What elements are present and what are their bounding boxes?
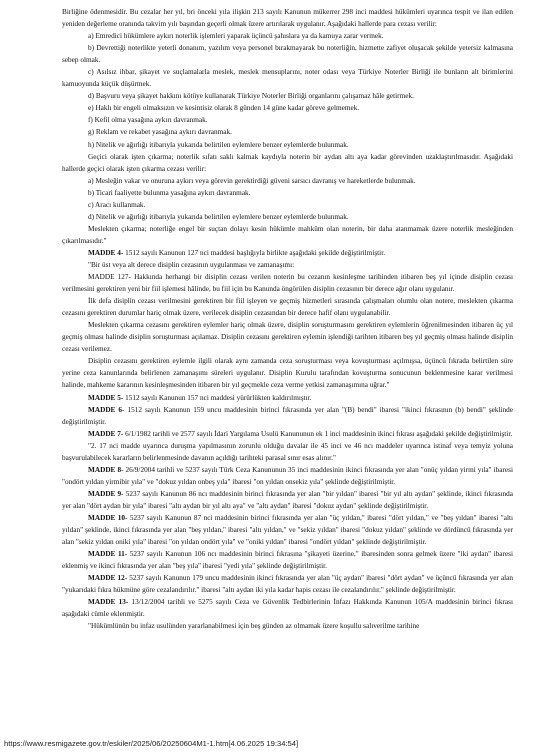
article-heading: MADDE 6- xyxy=(88,405,125,414)
paragraph xyxy=(62,404,513,428)
paragraph-text: a) Mesleğin vakar ve onuruna aykırı veya görevin gerektirdiği güveni sarsıcı davranış ve hareketlerde bulunmak. xyxy=(88,176,416,185)
article-heading: MADDE 5- xyxy=(88,393,124,402)
paragraph-text: Meslekten çıkarma; noterliğe engel bir suçtan dolayı kesin hükümle mahkûm olan noterin, bir daha atanmamak üzere noterlik mesleğinden çıkarılmasıdır." xyxy=(62,224,513,245)
paragraph-text: 5237 sayılı Kanunun 179 uncu maddesinin ikinci fıkrasında yer alan "üç aydan" ibaresi "dört aydan" ve üçüncü fıkrasında yer alan "yukarıdaki fıkra hükmüne göre cezalandırılır." ibaresi "altı aydan iki yıla kadar hapis cezası ile cezalandırılır." şeklinde değiştirilmiştir. xyxy=(62,574,513,595)
paragraph-text: h) Nitelik ve ağırlığı itibarıyla yukarıda belirtilen eylemlere benzer eylemlerde bulunmak. xyxy=(88,140,349,149)
paragraph-text: "2. 17 nci madde uyarınca duruşma yapılmasının zorunlu olduğu davalar ile 45 inci ve 46 ncı maddeler uyarınca istinaf veya temyiz yoluna başvurulabilecek kararların belirlenmesinde davanın açıldığı tarihteki parasal sınır esas alınır." xyxy=(62,441,513,462)
paragraph xyxy=(62,126,513,138)
paragraph xyxy=(62,199,513,211)
paragraph xyxy=(62,90,513,102)
paragraph xyxy=(62,355,513,391)
paragraph-text: 6/1/1982 tarihli ve 2577 sayılı İdari Yargılama Usulü Kanununun ek 1 inci maddesinin ikinci fıkrası aşağıdaki şekilde değiştirilmiştir. xyxy=(123,429,513,438)
legal-text-body xyxy=(62,6,513,632)
paragraph xyxy=(62,139,513,151)
paragraph xyxy=(62,428,513,440)
paragraph-text: 5237 sayılı Kanunun 86 ncı maddesinin birinci fıkrasında yer alan "bir yıldan" ibaresi "bir yıl altı aydan" şeklinde, ikinci fıkrasında yer alan "dört aydan bir yıla" ibaresi "altı aydan bir yıl altı aya" ve "altı aydan" ibaresi "dokuz aydan" şeklinde değiştirilmiştir. xyxy=(62,489,514,510)
paragraph xyxy=(62,247,513,259)
paragraph-text: e) Haklı bir engeli olmaksızın ve kesintisiz olarak 8 günden 14 güne kadar göreve gelmemek. xyxy=(88,104,360,113)
paragraph-text: 5237 sayılı Kanunun 87 nci maddesinin birinci fıkrasında yer alan "üç yıldan," ibaresi "dört yıldan," ve "beş yıldan" ibaresi "altı yıldan" şeklinde, ikinci fıkrasında yer alan "beş yıldan," ibaresi "altı yıldan," ve "sekiz yıldan" ibaresi "dokuz yıldan" şeklinde ve dördüncü fıkrasında yer alan "sekiz yıldan oniki yıla" ibaresi "on yıldan ondört yıla" ve "oniki yıldan" ibaresi "ondört yıldan" şeklinde değiştirilmiştir. xyxy=(62,513,513,547)
paragraph-text: "Hükümlünün bu infaz usulünden yararlanabilmesi için beş günden az olmamak üzere koşullu salıverilme tarihine xyxy=(88,622,420,631)
paragraph xyxy=(62,102,513,114)
paragraph-text: a) Emredici hükümlere aykırı noterlik işlemleri yaparak üçüncü şahıslara ya da kamuya zarar vermek. xyxy=(88,32,384,41)
paragraph xyxy=(62,151,513,175)
paragraph-text: MADDE 127- Hakkında herhangi bir disiplin cezası verilen noterin bu cezanın kesinleşme tarihinden itibaren beş yıl içinde disiplin cezası verilmesini gerektiren yeni bir fiil işlemesi hâlinde, bu fiil için bu Kanunda öngörülen disiplin cezasının bir derece ağır olanı uygulanır. xyxy=(62,273,513,294)
paragraph xyxy=(62,572,513,596)
article-heading: MADDE 12- xyxy=(88,574,128,583)
print-footer-url: https://www.resmigazete.gov.tr/eskiler/2025/06/20250604M1-1.htm[4.06.2025 19:34:54] xyxy=(4,739,299,748)
article-heading: MADDE 10- xyxy=(88,513,128,522)
paragraph xyxy=(62,548,513,572)
paragraph-text: d) Başvuru veya şikayet hakkını kötüye kullanarak Türkiye Noterler Birliği organlarını çalışamaz hâle getirmek. xyxy=(88,92,414,101)
paragraph xyxy=(62,620,513,632)
paragraph-text: 1512 sayılı Kanunun 157 nci maddesi yürürlükten kaldırılmıştır. xyxy=(123,393,312,402)
paragraph-text: 1512 sayılı Kanunun 127 nci maddesi başlığıyla birlikte aşağıdaki şekilde değiştirilmiştir. xyxy=(123,248,386,257)
paragraph-text: c) Asılsız ihbar, şikayet ve suçlamalarla meslek, meslek mensuplarını, noter odası veya Türkiye Noterler Birliği ile bunların alt birimlerini kamuoyunda küçük düşürmek. xyxy=(62,68,513,89)
article-heading: MADDE 8- xyxy=(88,465,124,474)
paragraph-text: c) Aracı kullanmak. xyxy=(88,200,146,209)
paragraph xyxy=(62,512,513,548)
paragraph-text: 13/12/2004 tarihli ve 5275 sayılı Ceza ve Güvenlik Tedbirlerinin İnfazı Hakkında Kanunun 105/A maddesinin birinci fıkrası aşağıdaki cümle eklenmiştir. xyxy=(62,598,513,619)
paragraph xyxy=(62,6,513,30)
paragraph xyxy=(62,42,513,66)
paragraph xyxy=(62,259,513,271)
paragraph-text: Birliğine ödenmesidir. Bu cezalar her yıl, bri önceki yıla ilişkin 213 sayılı Kanunun mükerrer 298 inci maddesi hükümleri uyarınca tespit ve ilan edilen yeniden değerleme oranında takvim yılı başından geçerli olmak üzere artırılarak uygulanır. Aşağıdaki hallerde para cezası verilir: xyxy=(62,8,513,29)
paragraph xyxy=(62,187,513,199)
paragraph-text: İlk defa disiplin cezası verilmesini gerektiren bir fiil işleyen ve geçmiş hizmetleri sırasında çalışmaları olumlu olan notere, meslekten çıkarma cezasını gerektiren durumlar hariç olmak üzere, verilecek disiplin cezasından bir derece hafif olanı uygulanabilir. xyxy=(62,297,513,318)
paragraph xyxy=(62,295,513,319)
article-heading: MADDE 4- xyxy=(88,248,124,257)
paragraph xyxy=(62,223,513,247)
paragraph-text: g) Reklam ve rekabet yasağına aykırı davranmak. xyxy=(88,128,232,137)
paragraph xyxy=(62,66,513,90)
article-heading: MADDE 11- xyxy=(88,550,128,559)
article-heading: MADDE 7- xyxy=(88,429,124,438)
paragraph xyxy=(62,596,513,620)
paragraph xyxy=(62,30,513,42)
paragraph xyxy=(62,440,513,464)
paragraph xyxy=(62,114,513,126)
paragraph-text: f) Kefil olma yasağına aykırı davranmak. xyxy=(88,116,208,125)
paragraph-text: b) Ticari faaliyette bulunma yasağına aykırı davranmak. xyxy=(88,188,251,197)
paragraph-text: "Bir üst veya alt derece disiplin cezasının uygulanması ve zamanaşımı: xyxy=(88,260,295,269)
paragraph xyxy=(62,175,513,187)
article-heading: MADDE 9- xyxy=(88,489,124,498)
article-heading: MADDE 13- xyxy=(88,598,129,607)
paragraph-text: 5237 sayılı Kanunun 106 ncı maddesinin birinci fıkrasına "şikayeti üzerine," ibaresinden sonra gelmek üzere "iki aydan" ibaresi eklenmiş ve ikinci fıkrasında yer alan "beş yıla" ibaresi "yedi yıla" şeklinde değiştirilmiştir. xyxy=(62,550,513,571)
paragraph-text: d) Nitelik ve ağırlığı itibarıyla yukarıda belirtilen eylemlere benzer eylemlerde bulunmak. xyxy=(88,212,349,221)
paragraph-text: Meslekten çıkarma cezasını gerektiren eylemler hariç olmak üzere, disiplin soruşturmasını gerektiren eylemlerin öğrenilmesinden itibaren üç yıl geçmiş olması halinde disiplin soruşturması açılamaz. Disiplin cezasını gerektiren eylemin işlendiği tarihten itibaren beş yıl geçmiş olması halinde disiplin cezası verilemez. xyxy=(62,321,513,354)
paragraph-text: 1512 sayılı Kanunun 159 uncu maddesinin birinci fıkrasında yer alan "(B) bendi" ibaresi "ikinci fıkrasının (b) bendi" şeklinde değiştirilmiştir. xyxy=(62,405,513,426)
paragraph xyxy=(62,392,513,404)
paragraph xyxy=(62,464,513,488)
paragraph-text: Geçici olarak işten çıkarma; noterlik sıfatı saklı kalmak kaydıyla noterin bir aydan altı aya kadar görevinden uzaklaştırılmasıdır. Aşağıdaki hallerde geçici olarak işten çıkarma cezası verilir: xyxy=(62,152,513,173)
paragraph xyxy=(62,271,513,295)
paragraph xyxy=(62,488,513,512)
paragraph xyxy=(62,211,513,223)
paragraph-text: 26/9/2004 tarihli ve 5237 sayılı Türk Ceza Kanununun 35 inci maddesinin ikinci fıkrasında yer alan "onüç yıldan yirmi yıla" ibaresi "ondört yıldan yirmibir yıla" ve "dokuz yıldan onbeş yıla" ibaresi "on yıldan onsekiz yıla" şeklinde değiştirilmiştir. xyxy=(62,465,513,486)
paragraph-text: Disiplin cezasını gerektiren eylemle ilgili olarak aynı zamanda ceza soruşturması veya kovuşturması açılmışsa, üçüncü fıkrada belirtilen süre yerine ceza kanunlarında belirlenen zamanaşımı süreleri uygulanır. Disiplin Kurulu tarafından kovuşturma sonucunun beklenmesine karar verilmesi halinde, mahkeme kararının kesinleşmesinden itibaren bir yıl geçmekle ceza verme yetkisi zamanaşımına uğrar." xyxy=(62,357,513,390)
paragraph-text: b) Devrettiği noterlikte yeterli donanım, yazılım veya personel bırakmayarak bu noterliğin, hizmette zafiyet oluşacak şekilde yetersiz kalmasına sebep olmak. xyxy=(62,44,513,65)
paragraph xyxy=(62,319,513,355)
